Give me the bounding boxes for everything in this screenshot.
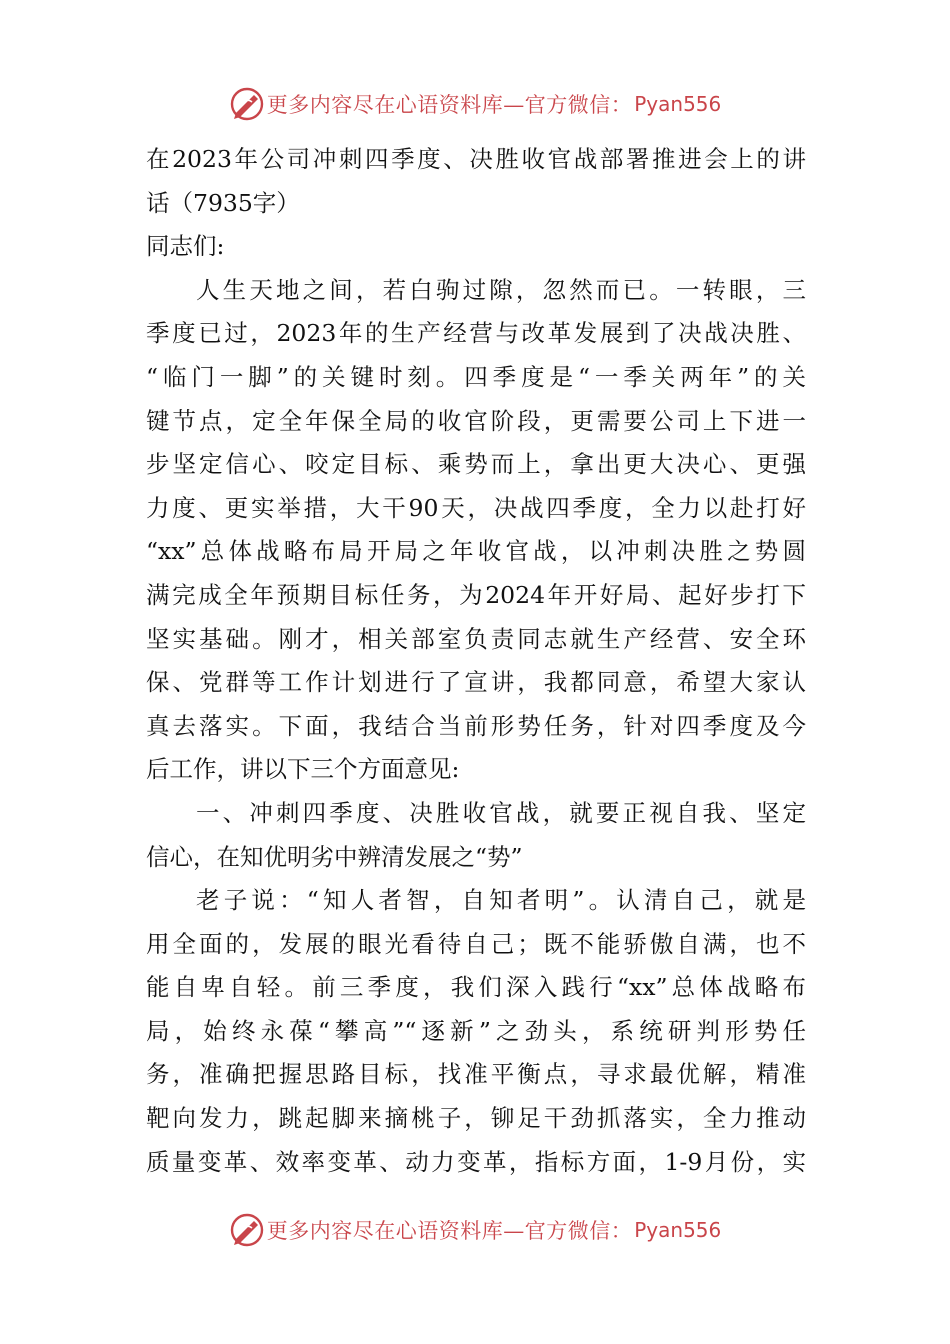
pen-logo-icon (229, 1212, 265, 1248)
watermark-wechat-id: Pyan556 (634, 1218, 722, 1242)
section-heading-line: 一、冲刺四季度、决胜收官战，就要正视自我、坚定 (196, 798, 806, 827)
watermark-text: 更多内容尽在心语资料库—官方微信： (266, 1219, 633, 1243)
watermark-header (0, 84, 950, 124)
watermark-text: 更多内容尽在心语资料库—官方微信： (266, 93, 633, 117)
paragraph-line: 真去落实。下面，我结合当前形势任务，针对四季度及今 (146, 711, 806, 740)
paragraph-line: 季度已过，2023年的生产经营与改革发展到了决战决胜、 (146, 319, 806, 348)
section-heading-line: 信心，在知优明劣中辨清发展之“势” (146, 842, 523, 871)
paragraph-line: “xx”总体战略布局开局之年收官战，以冲刺决胜之势圆 (146, 537, 806, 566)
paragraph-line: 务，准确把握思路目标，找准平衡点，寻求最优解，精准 (146, 1060, 806, 1089)
paragraph-line: 后工作，讲以下三个方面意见: (146, 755, 460, 784)
paragraph-line: 步坚定信心、咬定目标、乘势而上，拿出更大决心、更强 (146, 450, 806, 479)
paragraph-line: 力度、更实举措，大干90天，决战四季度，全力以赴打好 (146, 493, 806, 522)
paragraph-line: 人生天地之间，若白驹过隙，忽然而已。一转眼，三 (196, 275, 806, 304)
paragraph-line: 坚实基础。刚才，相关部室负责同志就生产经营、安全环 (146, 624, 806, 653)
paragraph-line: 用全面的，发展的眼光看待自己；既不能骄傲自满，也不 (146, 929, 806, 958)
watermark-footer (0, 1210, 950, 1250)
paragraph-line: 能自卑自轻。前三季度，我们深入践行“xx”总体战略布 (146, 973, 806, 1002)
paragraph-line: “临门一脚”的关键时刻。四季度是“一季关两年”的关 (146, 362, 806, 391)
pen-logo-icon (229, 86, 265, 122)
paragraph-line: 靶向发力，跳起脚来摘桃子，铆足干劲抓落实，全力推动 (146, 1104, 806, 1133)
document-body (146, 138, 806, 1184)
document-title-line: 话（7935字） (146, 188, 300, 217)
salutation: 同志们: (146, 232, 225, 261)
paragraph-line: 质量变革、效率变革、动力变革，指标方面，1-9月份，实 (146, 1147, 806, 1176)
paragraph-line: 满完成全年预期目标任务，为2024年开好局、起好步打下 (146, 580, 806, 609)
document-title-line: 在2023年公司冲刺四季度、决胜收官战部署推进会上的讲 (146, 145, 806, 173)
paragraph-line: 局，始终永葆“攀高”“逐新”之劲头，系统研判形势任 (146, 1016, 806, 1045)
paragraph-line: 老子说：“知人者智，自知者明”。认清自己，就是 (196, 886, 806, 915)
paragraph-line: 保、党群等工作计划进行了宣讲，我都同意，希望大家认 (146, 668, 806, 697)
watermark-wechat-id: Pyan556 (634, 92, 722, 116)
paragraph-line: 键节点，定全年保全局的收官阶段，更需要公司上下进一 (146, 406, 806, 435)
